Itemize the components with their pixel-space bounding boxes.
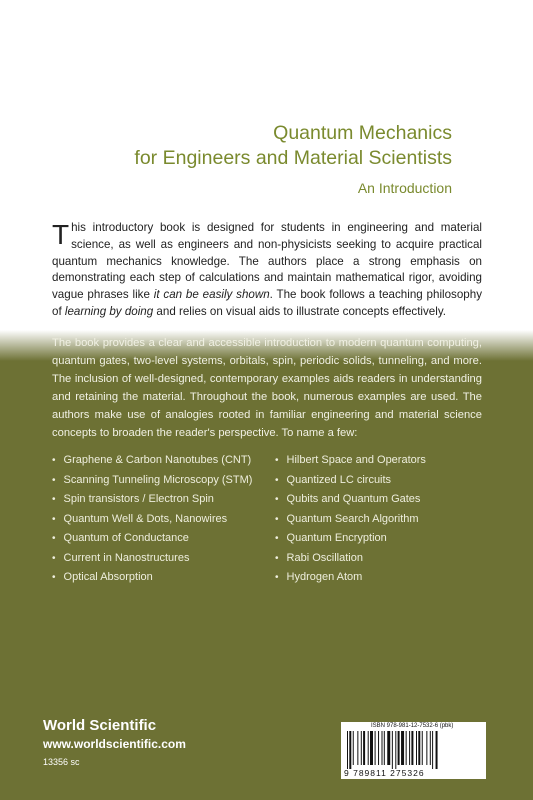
intro-text: his introductory book is designed for students in engineering and material science, as well as engineers and non-physicists seeking to acquire practical quantum mechanics knowledge. The authors place a strong emphasis on demonstrating each step of calculations and maintain mathematical rigor, avoiding vague phrases like — [52, 221, 482, 302]
barcode-box — [341, 722, 486, 779]
list-item: • Qubits and Quantum Gates — [275, 490, 475, 510]
bullet-icon: • — [52, 552, 56, 564]
bullet-icon: • — [275, 552, 279, 564]
description-paragraph: The book provides a clear and accessible introduction to modern quantum computing, quantum gates, two-level systems, orbitals, spin, periodic solids, tunneling, and more. The inclusion of well-designed, contemporary examples aids readers in understanding and retaining the material. Throughout the book, numerous examples are used. The authors make use of analogies rooted in familiar engineering and material science concepts to broaden the reader's perspective. To name a few: — [52, 337, 482, 439]
bullet-icon: • — [52, 533, 56, 544]
list-item: • Hilbert Space and Operators — [275, 451, 475, 471]
bullet-icon: • — [275, 513, 279, 525]
topics-list-left — [52, 451, 267, 588]
list-item: • Current in Nanostructures — [52, 549, 267, 569]
list-item: • Quantized LC circuits — [275, 471, 475, 491]
intro-text-3: and relies on visual aids to illustrate concepts effectively. — [153, 304, 446, 318]
book-title-line2: for Engineers and Material Scientists — [134, 147, 452, 169]
list-item: • Scanning Tunneling Microscopy (STM) — [52, 471, 267, 491]
intro-italic-phrase: it can be easily shown — [153, 288, 270, 302]
list-item: • Quantum of Conductance — [52, 529, 267, 549]
bullet-icon: • — [275, 474, 279, 486]
bullet-icon: • — [275, 455, 279, 466]
isbn-label: ISBN 978-981-12-7532-6 (pbk) — [371, 723, 454, 729]
list-item: • Quantum Search Algorithm — [275, 510, 475, 530]
bullet-icon: • — [52, 494, 56, 505]
bullet-icon: • — [52, 474, 56, 486]
list-item: • Rabi Oscillation — [275, 549, 475, 569]
intro-text-2: . The book follows a teaching philosophy of — [52, 288, 482, 318]
barcode-icon — [345, 731, 482, 769]
bullet-icon: • — [52, 455, 56, 466]
bullet-icon: • — [52, 572, 56, 583]
list-item: • Graphene & Carbon Nanotubes (CNT) — [52, 451, 267, 471]
bullet-icon: • — [275, 572, 279, 583]
bullet-icon: • — [275, 533, 279, 544]
list-item: • Spin transistors / Electron Spin — [52, 490, 267, 510]
bullet-icon: • — [52, 513, 56, 525]
publisher-url: www.worldscientific.com — [43, 737, 186, 751]
catalog-code: 13356 sc — [43, 757, 80, 767]
topics-list-right — [275, 451, 475, 588]
barcode-digits: 9 789811 275326 — [344, 768, 425, 778]
publisher-name: World Scientific — [43, 717, 157, 734]
list-item: • Hydrogen Atom — [275, 568, 475, 588]
book-title-line1: Quantum Mechanics — [273, 122, 452, 144]
intro-italic-phrase-2: learning by doing — [64, 304, 154, 318]
intro-paragraph — [52, 220, 482, 321]
book-subtitle: An Introduction — [357, 180, 452, 196]
list-item: • Quantum Well & Dots, Nanowires — [52, 510, 267, 530]
list-item: • Optical Absorption — [52, 568, 267, 588]
drop-cap: T — [52, 219, 70, 250]
bullet-icon: • — [275, 494, 279, 505]
list-item: • Quantum Encryption — [275, 529, 475, 549]
